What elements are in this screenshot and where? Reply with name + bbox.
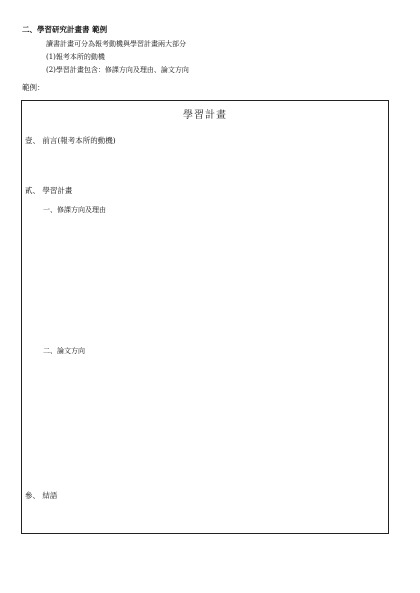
intro-line-study-plan: (2)學習計畫包含：修課方向及理由、論文方向 bbox=[46, 66, 189, 74]
intro-line-motivation: (1)報考本所的動機 bbox=[46, 53, 105, 61]
intro-line-overview: 讀書計畫可分為報考動機與學習計畫兩大部分 bbox=[46, 40, 186, 48]
study-plan-box bbox=[21, 100, 389, 534]
document-heading: 二、學習研究計畫書 範例 bbox=[22, 25, 108, 34]
section-study-plan: 貳、 學習計畫 bbox=[25, 186, 73, 195]
study-plan-title: 學習計畫 bbox=[183, 110, 227, 121]
section-preface: 壹、 前言(報考本所的動機) bbox=[25, 136, 116, 145]
subsection-thesis-direction: 二、論文方向 bbox=[43, 347, 85, 355]
section-conclusion: 參、 結語 bbox=[25, 491, 58, 500]
example-label: 範例： bbox=[22, 83, 45, 92]
subsection-course-direction: 一、修課方向及理由 bbox=[43, 206, 106, 214]
